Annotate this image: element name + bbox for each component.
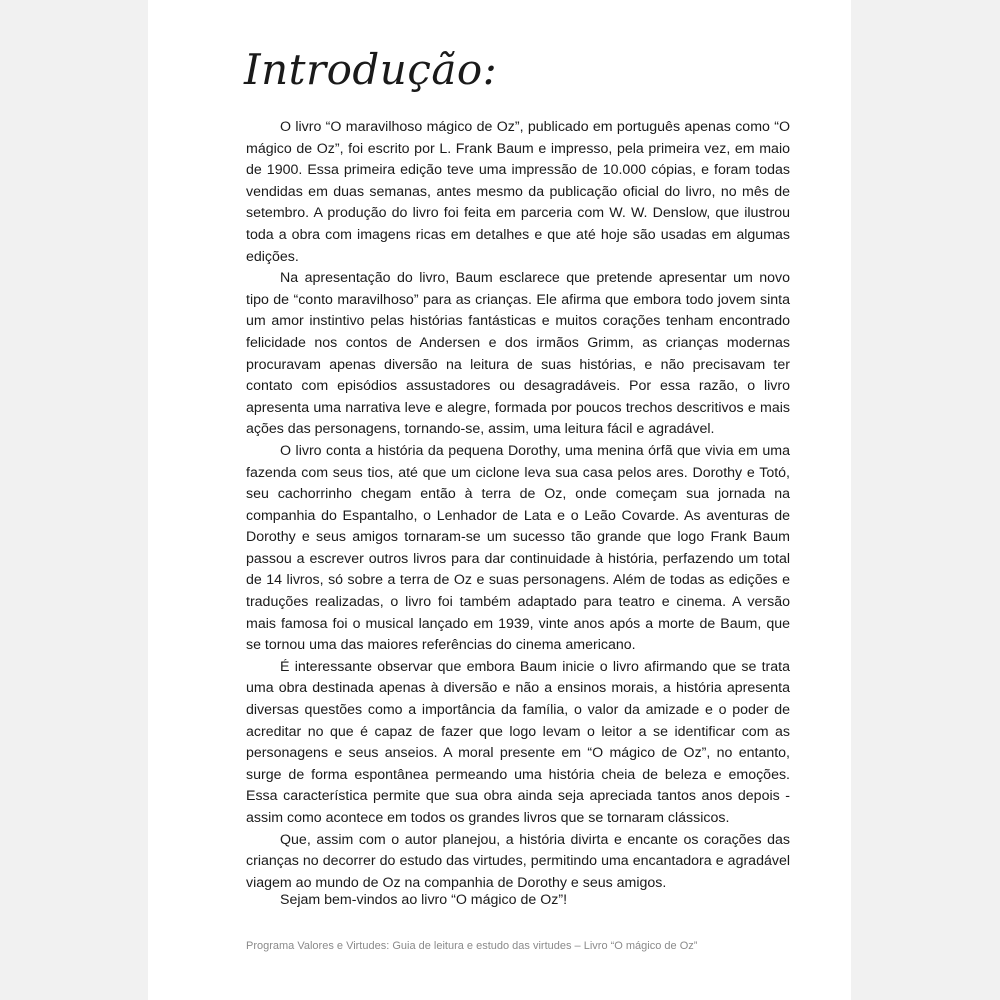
document-page [148,0,851,1000]
paragraph-4: É interessante observar que embora Baum inicie o livro afirmando que se trata uma obra destinada apenas à diversão e não a ensinos morais, a história apresenta diversas questões como a importância da família, o valor da amizade e o poder de acreditar no que é capaz de fazer que logo levam o leitor a se identificar com as personagens e seus anseios. A moral presente em “O mágico de Oz”, no entanto, surge de forma espontânea permeando uma história cheia de beleza e emoções. Essa característica permite que sua obra ainda seja apreciada tantos anos depois - assim como acontece em todos os grandes livros que se tornaram clássicos. [246,658,790,826]
paragraph-3: O livro conta a história da pequena Dorothy, uma menina órfã que vivia em uma fazenda com seus tios, até que um ciclone leva sua casa pelos ares. Dorothy e Totó, seu cachorrinho chegam então à terra de Oz, onde começam sua jornada na companhia do Espantalho, o Lenhador de Lata e o Leão Covarde. As aventuras de Dorothy e seus amigos tornaram-se um sucesso tão grande que logo Frank Baum passou a escrever outros livros para dar continuidade à história, perfazendo um total de 14 livros, só sobre a terra de Oz e suas personagens. Além de todas as edições e traduções realizadas, o livro foi também adaptado para teatro e cinema. A versão mais famosa foi o musical lançado em 1939, vinte anos após a morte de Baum, que se tornou uma das maiores referências do cinema americano. [246,442,790,654]
page-title: Introdução: [244,45,498,94]
closing-line: Sejam bem-vindos ao livro “O mágico de Oz”! [280,892,568,908]
paragraph-5: Que, assim com o autor planejou, a história divirta e encante os corações das crianças no decorrer do estudo das virtudes, permitindo uma encantadora e agradável viagem ao mundo de Oz na companhia de Dorothy e seus amigos. [246,831,790,891]
paragraph-1: O livro “O maravilhoso mágico de Oz”, publicado em português apenas como “O mágico de Oz”, foi escrito por L. Frank Baum e impresso, pela primeira vez, em maio de 1900. Essa primeira edição teve uma impressão de 10.000 cópias, e foram todas vendidas em duas semanas, antes mesmo da publicação oficial do livro, no mês de setembro. A produção do livro foi feita em parceria com W. W. Denslow, que ilustrou toda a obra com imagens ricas em detalhes e que até hoje são usadas em algumas edições. [246,119,790,265]
body-text [246,117,790,894]
paragraph-2: Na apresentação do livro, Baum esclarece que pretende apresentar um novo tipo de “conto maravilhoso” para as crianças. Ele afirma que embora todo jovem sinta um amor instintivo pelas histórias fantásticas e muitos corações tenham encontrado felicidade nos contos de Andersen e dos irmãos Grimm, as crianças modernas procuravam apenas diversão na leitura de suas histórias, e não precisavam ter contato com episódios assustadores ou desagradáveis. Por essa razão, o livro apresenta uma narrativa leve e alegre, formada por poucos trechos descritivos e mais ações das personagens, tornando-se, assim, uma leitura fácil e agradável. [246,270,790,438]
page-footer: Programa Valores e Virtudes: Guia de leitura e estudo das virtudes – Livro “O mágico de Oz” [246,940,698,952]
